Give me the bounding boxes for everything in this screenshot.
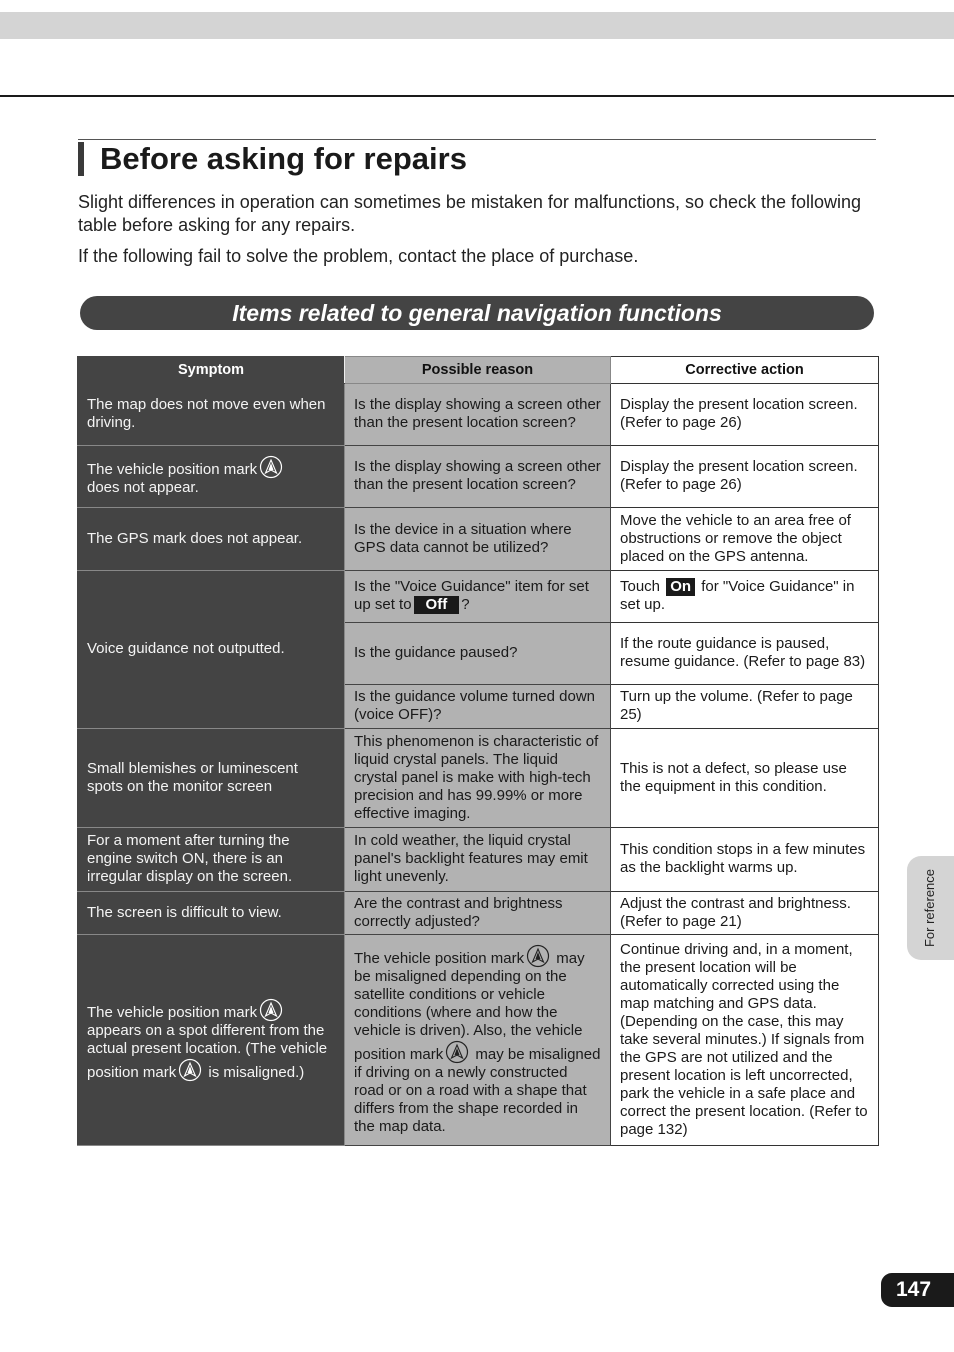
action-cell: Turn up the volume. (Refer to page 25) bbox=[611, 685, 879, 729]
reason-text: may be misaligned depending on the satellite conditions or vehicle conditions (where and how the vehicle is driven). Also, the vehicle position mark bbox=[354, 949, 585, 1063]
symptom-cell bbox=[78, 446, 345, 508]
page-title: Before asking for repairs bbox=[100, 141, 467, 176]
vehicle-position-mark-icon bbox=[445, 1040, 469, 1064]
vehicle-position-mark-icon bbox=[178, 1058, 202, 1082]
page-number: 147 bbox=[881, 1273, 954, 1307]
side-tab-label: For reference bbox=[922, 868, 938, 948]
reason-cell: In cold weather, the liquid crystal panel's backlight features may emit light unevenly. bbox=[345, 828, 611, 892]
reason-cell: This phenomenon is characteristic of liquid crystal panels. The liquid crystal panel is make with high-tech precision and has 99.99% or more effective imaging. bbox=[345, 729, 611, 828]
symptom-cell: For a moment after turning the engine switch ON, there is an irregular display on the screen. bbox=[78, 828, 345, 892]
symptom-cell: Small blemishes or luminescent spots on the monitor screen bbox=[78, 729, 345, 828]
intro-paragraph-2: If the following fail to solve the problem, contact the place of purchase. bbox=[78, 246, 639, 266]
table-row bbox=[78, 446, 879, 508]
reason-cell: Are the contrast and brightness correctly adjusted? bbox=[345, 892, 611, 935]
action-cell: Move the vehicle to an area free of obstructions or remove the object placed on the GPS antenna. bbox=[611, 508, 879, 571]
reason-text: The vehicle position mark bbox=[354, 949, 525, 967]
symptom-text: The vehicle position mark bbox=[87, 1003, 258, 1021]
off-button-chip: Off bbox=[414, 596, 460, 614]
table-row bbox=[78, 729, 879, 828]
table-row bbox=[78, 384, 879, 446]
symptom-cell: The screen is difficult to view. bbox=[78, 892, 345, 935]
symptom-cell: Voice guidance not outputted. bbox=[78, 571, 345, 729]
table-row bbox=[78, 571, 879, 623]
reason-text: may be misaligned if driving on a newly constructed road or on a road with a shape that differs from the shape recorded in the map data. bbox=[354, 1045, 601, 1135]
reason-cell bbox=[345, 571, 611, 623]
symptom-cell: The map does not move even when driving. bbox=[78, 384, 345, 446]
action-cell: This condition stops in a few minutes as the backlight warms up. bbox=[611, 828, 879, 892]
column-header-symptom: Symptom bbox=[78, 357, 345, 384]
top-band bbox=[0, 12, 954, 39]
table-row bbox=[78, 892, 879, 935]
side-tab-label-wrap bbox=[905, 856, 954, 960]
action-text: Touch bbox=[620, 578, 661, 595]
reason-cell: Is the display showing a screen other than the present location screen? bbox=[345, 446, 611, 508]
table-row bbox=[78, 935, 879, 1146]
title-accent-bar bbox=[78, 142, 84, 176]
vehicle-position-mark-icon bbox=[259, 455, 283, 479]
intro-paragraph-1: Slight differences in operation can sometimes be mistaken for malfunctions, so check the following table before asking for any repairs. bbox=[78, 192, 862, 235]
table-header-row bbox=[78, 357, 879, 384]
troubleshooting-table bbox=[77, 356, 879, 1146]
action-cell: This is not a defect, so please use the equipment in this condition. bbox=[611, 729, 879, 828]
symptom-text: appears on a spot different from the actual present location. (The vehicle position mark bbox=[87, 1021, 328, 1081]
action-cell: Display the present location screen. (Refer to page 26) bbox=[611, 446, 879, 508]
reason-text: ? bbox=[461, 596, 470, 613]
symptom-text: is misaligned.) bbox=[208, 1063, 305, 1081]
symptom-cell bbox=[78, 935, 345, 1146]
table-row bbox=[78, 828, 879, 892]
vehicle-position-mark-icon bbox=[526, 944, 550, 968]
action-cell: Adjust the contrast and brightness. (Refer to page 21) bbox=[611, 892, 879, 935]
reason-cell: Is the guidance paused? bbox=[345, 623, 611, 685]
action-cell: Display the present location screen. (Refer to page 26) bbox=[611, 384, 879, 446]
action-text: for "Voice Guidance" in set up. bbox=[620, 578, 855, 613]
reason-cell: Is the display showing a screen other than the present location screen? bbox=[345, 384, 611, 446]
symptom-text: The vehicle position mark bbox=[87, 461, 258, 478]
reason-cell: Is the guidance volume turned down (voice OFF)? bbox=[345, 685, 611, 729]
symptom-cell: The GPS mark does not appear. bbox=[78, 508, 345, 571]
section-heading: Items related to general navigation functions bbox=[80, 296, 874, 330]
top-rule bbox=[0, 95, 954, 97]
symptom-text: does not appear. bbox=[87, 479, 199, 496]
action-cell: If the route guidance is paused, resume guidance. (Refer to page 83) bbox=[611, 623, 879, 685]
action-cell bbox=[611, 571, 879, 623]
column-header-action: Corrective action bbox=[611, 357, 879, 384]
reason-cell: Is the device in a situation where GPS data cannot be utilized? bbox=[345, 508, 611, 571]
column-header-reason: Possible reason bbox=[345, 357, 611, 384]
action-cell: Continue driving and, in a moment, the present location will be automatically corrected using the map matching and GPS data. (Depending on the case, this may take several minutes.) If signals from the GPS are not utilized and the present location is left uncorrected, park the vehicle in a safe place and correct the present location. (Refer to page 132) bbox=[611, 935, 879, 1146]
reason-text: Is the "Voice Guidance" item for set up set to bbox=[354, 578, 589, 613]
reason-cell bbox=[345, 935, 611, 1146]
on-button-chip: On bbox=[666, 578, 695, 596]
vehicle-position-mark-icon bbox=[259, 998, 283, 1022]
table-row bbox=[78, 508, 879, 571]
